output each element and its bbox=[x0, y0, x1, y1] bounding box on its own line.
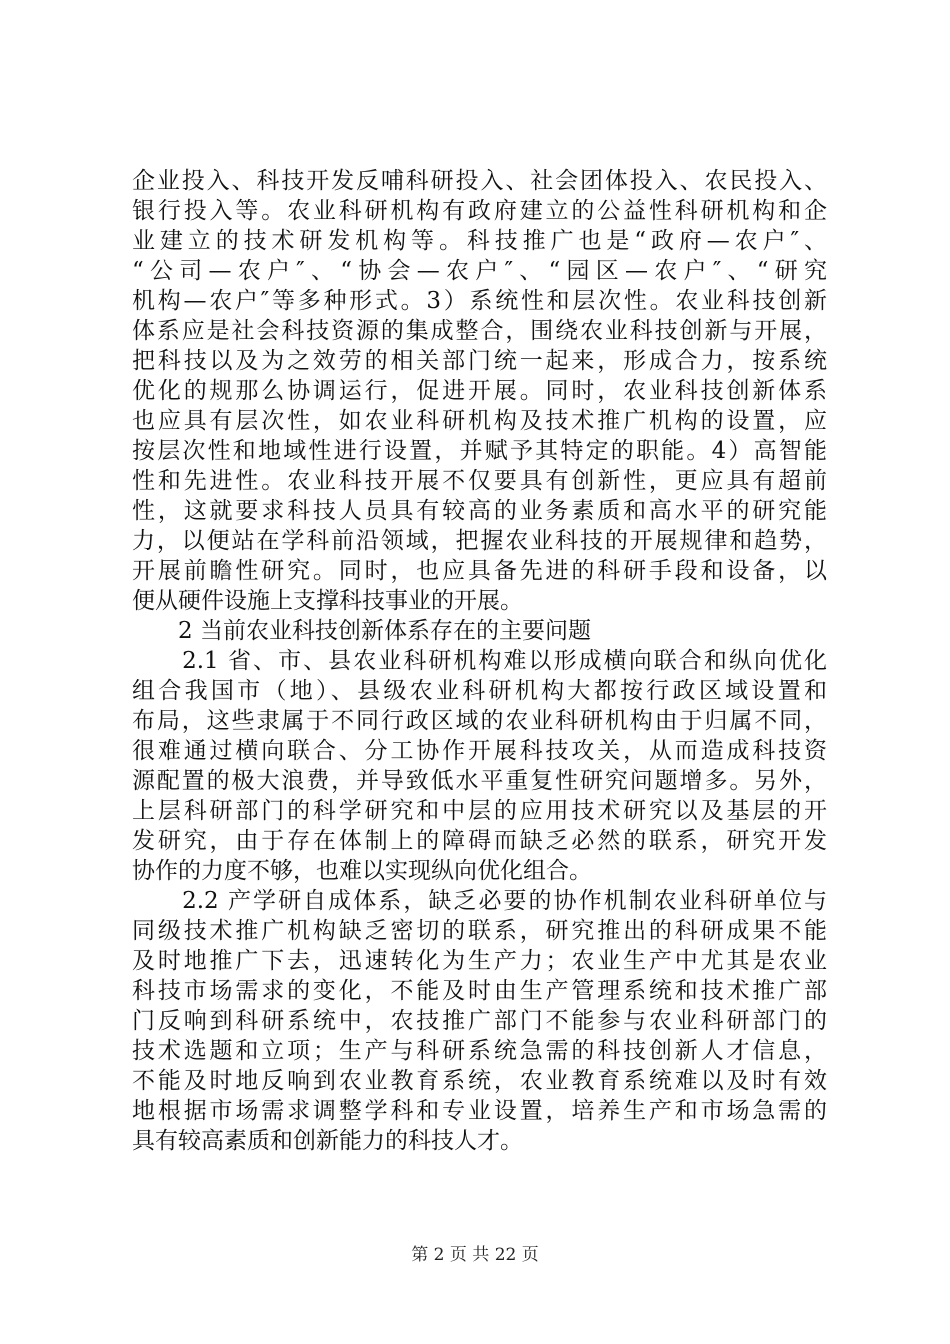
text-line: 2.2 产学研自成体系，缺乏必要的协作机制农业科研单位与 bbox=[132, 888, 827, 914]
paragraph-p2 bbox=[132, 616, 827, 646]
text-line: 2.1 省、市、县农业科研机构难以形成横向联合和纵向优化 bbox=[132, 648, 827, 674]
text-line: 发研究，由于存在体制上的障碍而缺乏必然的联系，研究开发 bbox=[132, 828, 827, 854]
text-line: 业建立的技术研发机构等。科技推广也是“政府—农户″、 bbox=[132, 228, 827, 254]
text-line: 企业投入、科技开发反哺科研投入、社会团体投入、农民投入、 bbox=[132, 168, 827, 194]
page-footer: 第 2 页 共 22 页 bbox=[411, 1245, 539, 1265]
text-line: 布局，这些隶属于不同行政区域的农业科研机构由于归属不同， bbox=[132, 708, 827, 734]
text-line: 2 当前农业科技创新体系存在的主要问题 bbox=[132, 618, 591, 644]
text-line: 协作的力度不够，也难以实现纵向优化组合。 bbox=[132, 858, 592, 884]
text-line: 也应具有层次性，如农业科研机构及技术推广机构的设置，应 bbox=[132, 408, 827, 434]
text-line: 银行投入等。农业科研机构有政府建立的公益性科研机构和企 bbox=[132, 198, 827, 224]
text-line: 科技市场需求的变化，不能及时由生产管理系统和技术推广部 bbox=[132, 978, 827, 1004]
text-line: 便从硬件设施上支撑科技事业的开展。 bbox=[132, 588, 523, 614]
text-line: 体系应是社会科技资源的集成整合，围绕农业科技创新与开展， bbox=[132, 318, 827, 344]
text-line: 优化的规那么协调运行，促进开展。同时，农业科技创新体系 bbox=[132, 378, 827, 404]
text-line: 力，以便站在学科前沿领域，把握农业科技的开展规律和趋势， bbox=[132, 528, 827, 554]
text-line: “公司—农户″、“协会—农户″、“园区—农户″、“研究 bbox=[132, 258, 827, 284]
text-line: 把科技以及为之效劳的相关部门统一起来，形成合力，按系统 bbox=[132, 348, 827, 374]
document-body bbox=[132, 166, 827, 1156]
text-line: 源配置的极大浪费，并导致低水平重复性研究问题增多。另外， bbox=[132, 768, 827, 794]
text-line: 按层次性和地域性进行设置，并赋予其特定的职能。4）高智能 bbox=[132, 438, 827, 464]
text-line: 性和先进性。农业科技开展不仅要具有创新性，更应具有超前 bbox=[132, 468, 827, 494]
paragraph-p1 bbox=[132, 166, 827, 616]
text-line: 很难通过横向联合、分工协作开展科技攻关，从而造成科技资 bbox=[132, 738, 827, 764]
paragraph-p4 bbox=[132, 886, 827, 1156]
text-line: 组合我国市（地）、县级农业科研机构大都按行政区域设置和 bbox=[132, 678, 827, 704]
text-line: 性，这就要求科技人员具有较高的业务素质和高水平的研究能 bbox=[132, 498, 827, 524]
text-line: 不能及时地反响到农业教育系统，农业教育系统难以及时有效 bbox=[132, 1068, 827, 1094]
text-line: 地根据市场需求调整学科和专业设置，培养生产和市场急需的 bbox=[132, 1098, 827, 1124]
text-line: 上层科研部门的科学研究和中层的应用技术研究以及基层的开 bbox=[132, 798, 827, 824]
text-line: 门反响到科研系统中，农技推广部门不能参与农业科研部门的 bbox=[132, 1008, 827, 1034]
text-line: 及时地推广下去，迅速转化为生产力；农业生产中尤其是农业 bbox=[132, 948, 827, 974]
text-line: 具有较高素质和创新能力的科技人才。 bbox=[132, 1128, 523, 1154]
text-line: 机构—农户″等多种形式。3）系统性和层次性。农业科技创新 bbox=[132, 288, 827, 314]
text-line: 技术选题和立项；生产与科研系统急需的科技创新人才信息， bbox=[132, 1038, 827, 1064]
text-line: 开展前瞻性研究。同时，也应具备先进的科研手段和设备，以 bbox=[132, 558, 827, 584]
text-line: 同级技术推广机构缺乏密切的联系，研究推出的科研成果不能 bbox=[132, 918, 827, 944]
paragraph-p3 bbox=[132, 646, 827, 886]
